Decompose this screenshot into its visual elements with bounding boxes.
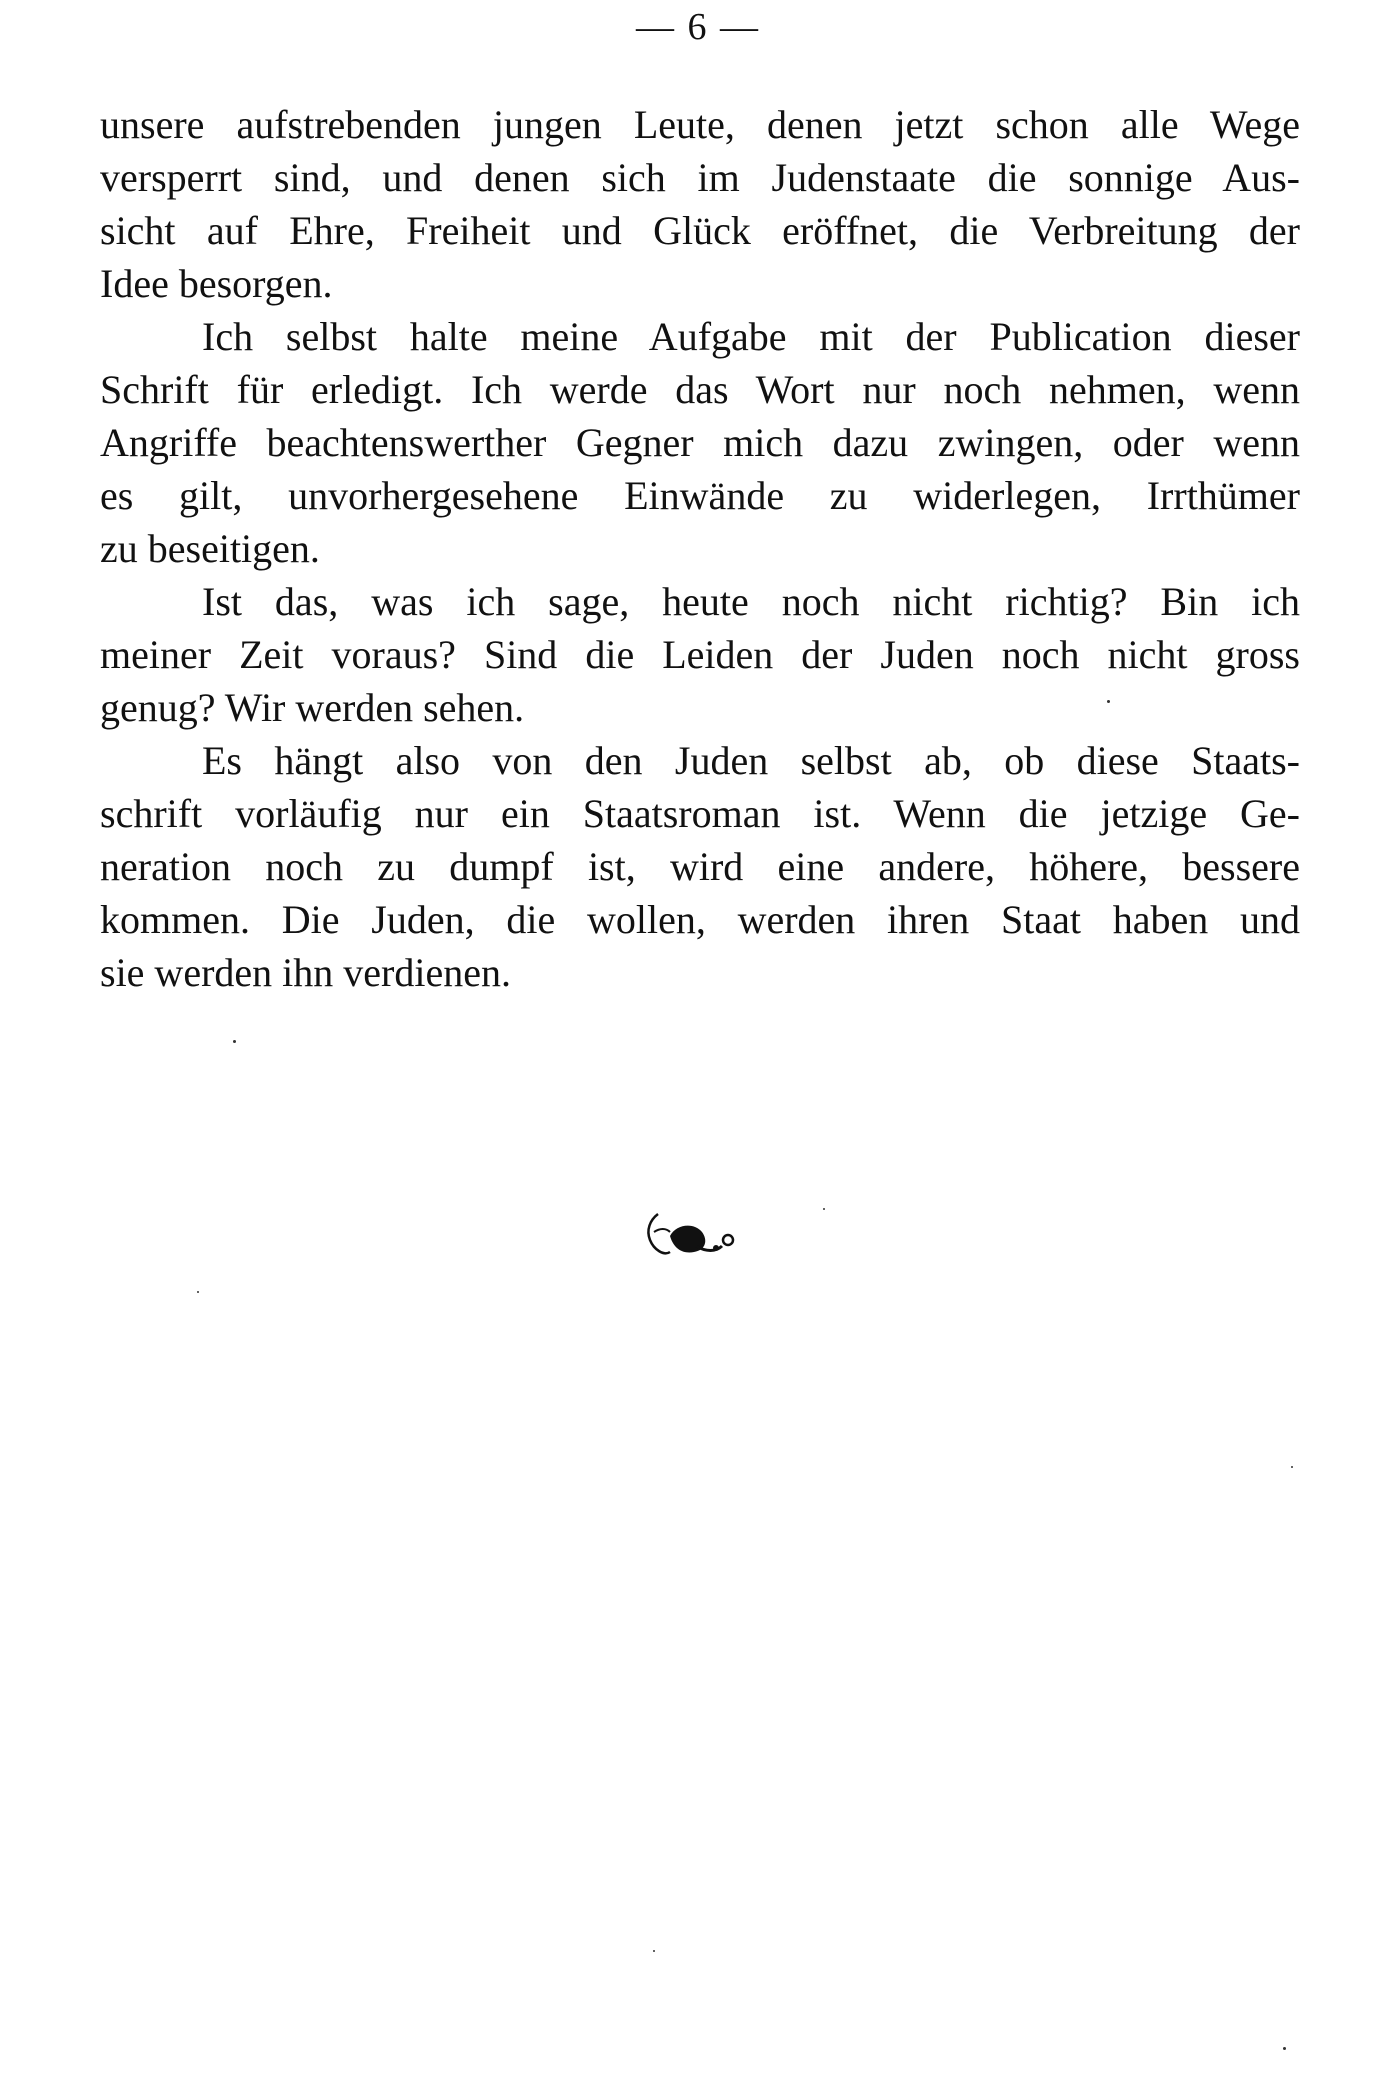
paragraph: [100, 575, 1300, 734]
fleuron-ornament-icon: [636, 1206, 756, 1266]
text-line: sicht auf Ehre, Freiheit und Glück eröffnet, die Verbreitung der: [100, 208, 1300, 253]
text-line: unsere aufstrebenden jungen Leute, denen jetzt schon alle Wege: [100, 102, 1300, 147]
page-number: — 6 —: [636, 6, 760, 48]
paragraph: [100, 310, 1300, 575]
paragraph: [100, 98, 1300, 310]
text-line: schrift vorläufig nur ein Staatsroman ist. Wenn die jetzige Ge-: [100, 791, 1300, 836]
text-line: kommen. Die Juden, die wollen, werden ihren Staat haben und: [100, 897, 1300, 942]
text-line: Angriffe beachtenswerther Gegner mich dazu zwingen, oder wenn: [100, 420, 1300, 465]
paper-speck: [653, 1950, 655, 1952]
paper-speck: [1107, 700, 1110, 703]
paper-speck: [1283, 2047, 1286, 2050]
paragraph: [100, 734, 1300, 999]
text-line: meiner Zeit voraus? Sind die Leiden der Juden noch nicht gross: [100, 632, 1300, 677]
text-line: Ich selbst halte meine Aufgabe mit der Publication dieser: [202, 314, 1300, 359]
text-line: es gilt, unvorhergesehene Einwände zu widerlegen, Irrthümer: [100, 473, 1300, 518]
paper-speck: [233, 1040, 236, 1043]
text-line: Ist das, was ich sage, heute noch nicht richtig? Bin ich: [202, 579, 1300, 624]
body-text: [100, 98, 1300, 999]
text-line: sie werden ihn verdienen.: [100, 950, 511, 995]
paper-speck: [197, 1291, 199, 1293]
text-line: zu beseitigen.: [100, 526, 320, 571]
text-line: genug? Wir werden sehen.: [100, 685, 525, 730]
text-line: Schrift für erledigt. Ich werde das Wort nur noch nehmen, wenn: [100, 367, 1300, 412]
paper-speck: [1291, 1466, 1293, 1468]
paper-speck: [823, 1208, 825, 1210]
text-line: Es hängt also von den Juden selbst ab, ob diese Staats-: [202, 738, 1300, 783]
text-line: versperrt sind, und denen sich im Judenstaate die sonnige Aus-: [100, 155, 1300, 200]
text-line: Idee besorgen.: [100, 261, 333, 306]
text-line: neration noch zu dumpf ist, wird eine andere, höhere, bessere: [100, 844, 1300, 889]
